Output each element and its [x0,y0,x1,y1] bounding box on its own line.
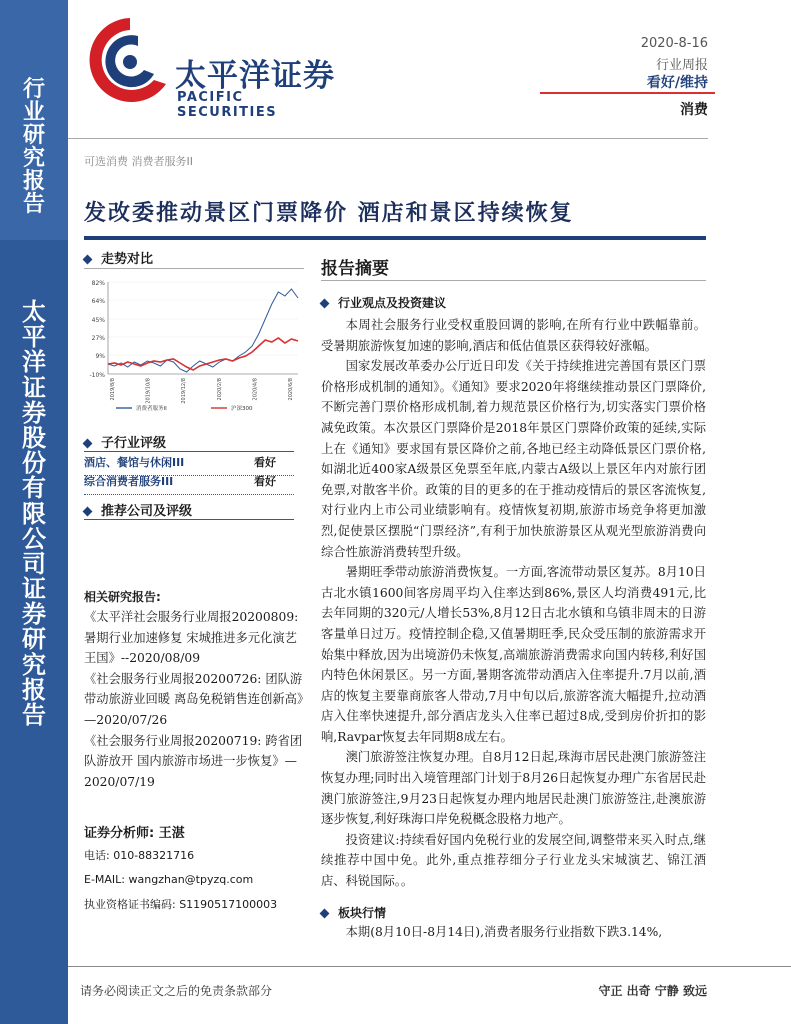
analyst-email[interactable]: E-MAIL: wangzhan@tpyzq.com [84,873,254,886]
rating-label: 看好/维持 [646,75,708,91]
footer-disclaimer[interactable]: 请务必阅读正文之后的免责条款部分 [80,984,273,998]
sub-industry-name: 酒店、餐馆与休闲III [84,456,185,469]
related-heading: 相关研究报告: [84,590,161,604]
logo-name-en: PACIFIC SECURITIES [177,90,278,120]
trend-chart [84,276,304,426]
summary-body [321,315,706,892]
company-logo [80,14,340,124]
sub-industry-name: 综合消费者服务III [84,475,174,488]
recommend-divider [84,519,294,520]
page-title: 发改委推动景区门票降价 酒店和景区持续恢复 [84,201,574,226]
y-tick-label: 45% [91,317,105,324]
recommend-heading: 推荐公司及评级 [84,500,192,519]
bullet-icon [83,255,93,265]
analyst-license: 执业资格证书编码: S1190517100003 [84,898,278,911]
summary-divider [321,280,706,281]
y-tick-label: 27% [91,335,105,342]
trend-heading: 走势对比 [84,248,153,267]
y-tick-label: -10% [89,372,105,379]
analyst-phone: 电话: 010-88321716 [84,849,195,862]
bullet-icon [83,439,93,449]
related-item[interactable]: 《社会服务行业周报20200719: 跨省团队游放开 国内旅游市场进一步恢复》—2020/07/19 [84,733,303,789]
summary-paragraph: 暑期旺季带动旅游消费恢复。一方面,客流带动景区复苏。8月10日古北水镇1600间客房周平均入住率达到86%,景区人均消费491元,比去年同期的320元/人增长53%,8月12日古北水镇和乌镇非周末的日游客量单日过万。疫情控制企稳,又值暑期旺季,民众受压制的旅游需求开始集中释放,因为出境游仍未恢复,高端旅游消费需求向国内转移,利好国内特色休闲景区。另一方面,暑期客流带动酒店入住率提升.7月以前,酒店的恢复主要靠商旅客人带动,7月中旬以后,旅游客流大幅提升,拉动酒店入住率快速提升,部分酒店龙头入住率已超过8成,受到房价折扣的影响,Ravpar恢复去年同期8成左右。 [321,565,706,744]
rating-underline [540,92,715,94]
bullet-icon [320,299,330,309]
x-tick-label: 2020/2/8 [216,378,223,401]
market-paragraph: 本期(8月10日-8月14日),消费者服务行业指数下跌3.14%, [345,925,663,939]
related-item[interactable]: 《社会服务行业周报20200726: 团队游带动旅游业回暖 离岛免税销售连创新高》—2020/07/26 [84,671,304,727]
sidebar-report-type: 行 业 研 究 报 告 [22,77,45,218]
title-bar [84,236,706,240]
series-line [108,289,298,372]
footer-motto: 守正 出奇 宁静 致远 [598,984,707,998]
analyst-heading: 证券分析师: 王湛 [84,826,185,841]
x-tick-label: 2020/6/8 [288,378,294,401]
x-tick-label: 2019/10/8 [145,378,152,404]
summary-heading: 报告摘要 [321,259,389,279]
x-tick-label: 2019/8/8 [110,378,116,401]
summary-paragraph: 本周社会服务行业受权重股回调的影响,在所有行业中跌幅靠前。受暑期旅游恢复加速的影响,酒店和低估值景区获得较好涨幅。 [321,318,706,353]
x-tick-label: 2020/4/8 [252,378,259,401]
trend-divider [84,268,304,269]
sub-rating-divider [84,451,294,452]
bullet-icon [320,909,330,919]
report-date: 2020-8-16 [640,36,708,51]
legend-label: 沪深300 [231,406,253,412]
sub-rating-heading: 子行业评级 [84,432,166,451]
legend-label: 消费者服务II [136,406,167,412]
summary-paragraph: 国家发展改革委办公厅近日印发《关于持续推进完善国有景区门票价格形成机制的通知》。《通知》要求2020年将继续推动景区门票降价,不断完善门票价格形成机制,着力规范景区价格行为,切实落实门票价格减免政策。本次景区门票降价是2018年景区门票降价政策的延续,实际上在《通知》要求国有景区降价之前,各地已经主动降低景区门票价格,如湖北近400家A级景区免票至年底,内蒙古A级以上景区年内对旅行团免票,对散客半价。政策的目的更多的在于推动疫情后的景区客流恢复,对行业内上市公司业绩影响有。疫情恢复初期,旅游市场竞争将更加激烈,促使景区摆脱“门票经济”,有利于加快旅游景区从观光型旅游消费向综合性旅游消费转型升级。 [321,359,706,559]
bullet-icon [83,507,93,517]
related-item[interactable]: 《太平洋社会服务行业周报20200809: 暑期行业加速修复 宋城推进多元化演艺王国》--2020/08/09 [84,610,299,666]
series-line [108,338,298,370]
footer-divider [68,966,791,967]
sub-category-tag: 可选消费 消费者服务II [84,155,193,168]
sub-industry-rating: 看好 [254,456,276,469]
y-tick-label: 82% [91,280,105,287]
analyst-block [84,822,309,912]
section-views: 行业观点及投资建议 [321,294,446,311]
summary-paragraph: 澳门旅游签注恢复办理。自8月12日起,珠海市居民赴澳门旅游签注恢复办理;同时出入境管理部门计划于8月26日起恢复办理广东省居民赴澳门旅游签注,9月23日起恢复办理内地居民赴澳门旅游签注,赴澳旅游逐步恢复,利好珠海口岸免税概念股格力地产。 [321,750,706,827]
logo-name-cn: 太平洋证券 [175,58,335,94]
sub-rating-row [84,473,294,495]
section-market: 板块行情 [321,904,386,921]
sub-industry-rating: 看好 [254,475,276,488]
report-type: 行业周报 [655,58,708,73]
sector-label: 消费 [680,102,708,118]
y-tick-label: 9% [95,353,105,360]
related-reports [84,588,309,792]
y-tick-label: 64% [91,298,105,305]
logo-emblem-icon [80,14,172,114]
x-tick-label: 2019/12/8 [181,378,188,404]
summary-paragraph: 投资建议:持续看好国内免税行业的发展空间,调整带来买入时点,继续推荐中国中免。此外,重点推荐细分子行业龙头宋城演艺、锦江酒店、科锐国际。。 [321,832,706,889]
header-divider [68,138,708,139]
sidebar-company-name: 太 平 洋 证 券 股 份 有 限 公 司 证 券 研 究 报 告 [22,298,46,729]
